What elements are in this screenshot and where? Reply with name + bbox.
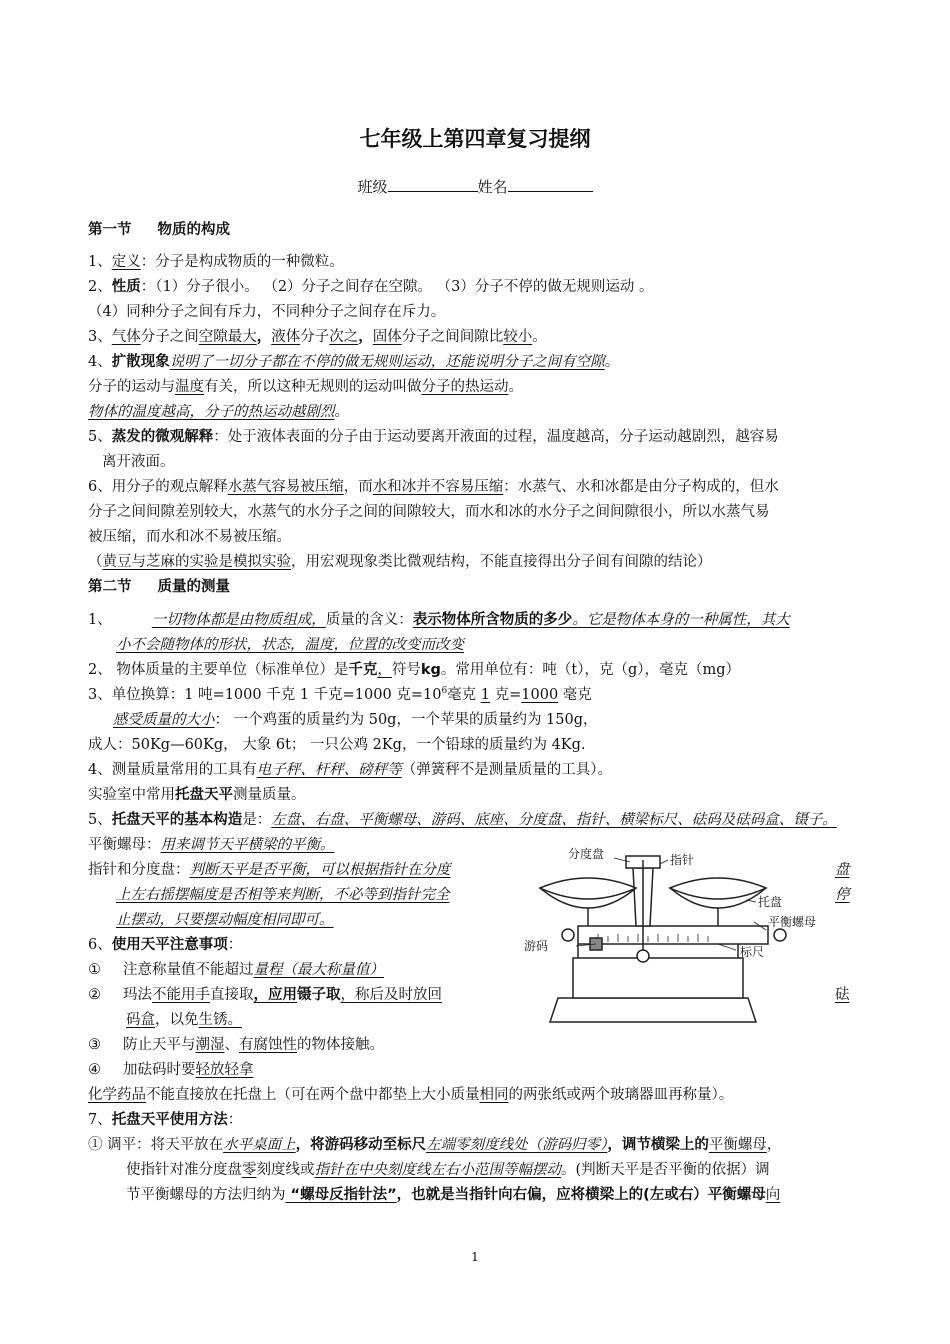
s2-line-22: ① 调平：将天平放在水平桌面上，将游码移动至标尺左端零刻度线处（游码归零），调节横梁上的平衡螺母，: [88, 1137, 782, 1153]
s2-line-19: ④ 加砝码时要轻放轻拿: [88, 1062, 254, 1078]
s1-line-10: 6、用分子的观点解释水蒸气容易被压缩，而水和冰并不容易压缩：水蒸气、水和冰都是由分子构成的，但水: [88, 479, 779, 495]
page-number: 1: [471, 1250, 479, 1264]
s2-line-3: 2、 物体质量的主要单位（标准单位）是千克，符号kg。常用单位有：吨（t），克（g），毫克（mg）: [88, 662, 741, 678]
s2-line-23: 使指针对准分度盘零刻度线或指针在中央刻度线左右小范围等幅摆动。(判断天平是否平衡的依据）调: [126, 1162, 770, 1178]
left-nut: [562, 929, 574, 941]
class-label: 班级: [357, 178, 388, 196]
balance-diagram: [518, 838, 830, 1026]
s1-line-9: 离开液面。: [102, 454, 175, 470]
s2-line-7: 4、测量质量常用的工具有电子秤、杆秤、磅秤等（弹簧秤不是测量质量的工具）。: [88, 762, 612, 778]
s1-line-6: 分子的运动与温度有关，所以这种无规则的运动叫做分子的热运动。: [88, 379, 523, 395]
s2-line-18: ③ 防止天平与潮湿、有腐蚀性的物体接触。: [88, 1037, 384, 1053]
section-2-heading: [88, 575, 230, 596]
s2-line-11-right: 盘: [835, 862, 850, 878]
label-scale: 标尺: [740, 945, 765, 959]
s2-line-6: 成人：50Kg—60Kg， 大象 6t； 一只公鸡 2Kg，一个铅球的质量约为 4Kg.: [88, 737, 586, 753]
s1-line-8: 5、蒸发的微观解释：处于液体表面的分子由于运动要离开液面的过程，温度越高，分子运动越剧烈，越容易: [88, 429, 779, 445]
section-1-number: 第一节: [88, 222, 132, 238]
s2-line-4: 3、单位换算：1 吨=1000 千克 1 千克=1000 克$=10^6$毫克 1 克=1000 毫克: [88, 686, 592, 703]
s2-line-8: 实验室中常用托盘天平测量质量。: [88, 787, 306, 803]
left-pan: [540, 878, 636, 899]
class-blank: [388, 177, 478, 192]
s2-line-16-right: 砝: [835, 987, 850, 1003]
s2-line-10: 平衡螺母：用来调节天平横梁的平衡。: [88, 837, 335, 853]
s1-line-2: 2、性质：（1）分子很小。 （2）分子之间存在空隙。 （3）分子不停的做无规则运动 。: [88, 279, 654, 295]
section-2-number: 第二节: [88, 579, 132, 595]
s2-line-17: 码盒，以免生锈。: [126, 1012, 242, 1028]
s1-line-1: 1、定义：分子是构成物质的一种微粒。: [88, 254, 344, 270]
s2-line-20: 化学药品不能直接放在托盘上（可在两个盘中都垫上大小质量相同的两张纸或两个玻璃器皿再称量）。: [88, 1087, 734, 1103]
s2-line-15: ① 注意称量值不能超过量程（最大称量值）: [88, 962, 384, 978]
s2-line-12: 上左右摇摆幅度是否相等来判断，不必等到指针完全: [116, 887, 450, 903]
s1-line-7: 物体的温度越高，分子的热运动越剧烈。: [88, 404, 349, 420]
s1-line-3: （4）同种分子之间有斥力，不同种分子之间存在斥力。: [88, 304, 446, 320]
name-blank: [508, 177, 593, 192]
s2-line-24: 节平衡螺母的方法归纳为 “螺母反指针法”，也就是当指针向右偏，应将横梁上的(左或右）平衡螺母向: [126, 1187, 781, 1203]
name-label: 姓名: [477, 178, 508, 196]
s2-line-9: 5、托盘天平的基本构造是：左盘、右盘、平衡螺母、游码、底座、分度盘、指针、横梁标尺、砝码及砝码盒、镊子。: [88, 812, 837, 828]
s1-line-13: （黄豆与芝麻的实验是模拟实验，用宏观现象类比微观结构，不能直接得出分子间有间隙的结论）: [88, 554, 712, 570]
s2-line-5: 感受质量的大小： 一个鸡蛋的质量约为 50g，一个苹果的质量约为 150g，: [113, 712, 598, 728]
page-title: 七年级上第四章复习提纲: [359, 127, 591, 151]
s1-line-12: 被压缩，而水和冰不易被压缩。: [88, 529, 291, 545]
label-pointer: 指针: [670, 853, 695, 867]
class-name-line: [0, 176, 950, 197]
balance-beam: [578, 926, 768, 944]
s2-line-14: 6、使用天平注意事项：: [88, 937, 243, 953]
s2-line-16: ② 玛法不能用手直接取，应用镊子取，称后及时放回: [88, 987, 442, 1003]
right-nut: [774, 929, 786, 941]
label-rider: 游码: [524, 939, 549, 953]
label-dial: 分度盘: [568, 847, 605, 861]
section-1-heading: [88, 218, 230, 239]
s2-line-13: 止摆动，只要摆动幅度相同即可。: [116, 912, 334, 928]
s2-line-2: 小不会随物体的形状，状态，温度，位置的改变而改变: [116, 637, 464, 653]
s2-line-1: 1、 一切物体都是由物质组成，质量的含义：表示物体所含物质的多少。它是物体本身的一种属性，其大: [88, 612, 790, 628]
balance-base: [550, 998, 756, 1022]
s1-line-4: 3、气体分子之间空隙最大，液体分子次之，固体分子之间间隙比较小。: [88, 329, 547, 345]
label-pan: 托盘: [758, 895, 783, 909]
s2-line-12-right: 停: [835, 887, 850, 903]
s2-line-21: 7、托盘天平使用方法：: [88, 1112, 243, 1128]
s1-line-11: 分子之间间隙差别较大，水蒸气的水分子之间的间隙较大，而水和冰的水分子之间间隙很小，所以水蒸气易: [88, 504, 770, 520]
s1-line-5: 4、扩散现象说明了一切分子都在不停的做无规则运动，还能说明分子之间有空隙。: [88, 354, 620, 370]
label-nut: 平衡螺母: [768, 915, 817, 929]
s2-line-11: 指针和分度盘：判断天平是否平衡，可以根据指针在分度: [88, 862, 451, 878]
right-pan: [670, 878, 766, 899]
section-2-name: 质量的测量: [157, 579, 230, 595]
section-1-name: 物质的构成: [157, 222, 230, 238]
balance-body: [573, 958, 743, 998]
